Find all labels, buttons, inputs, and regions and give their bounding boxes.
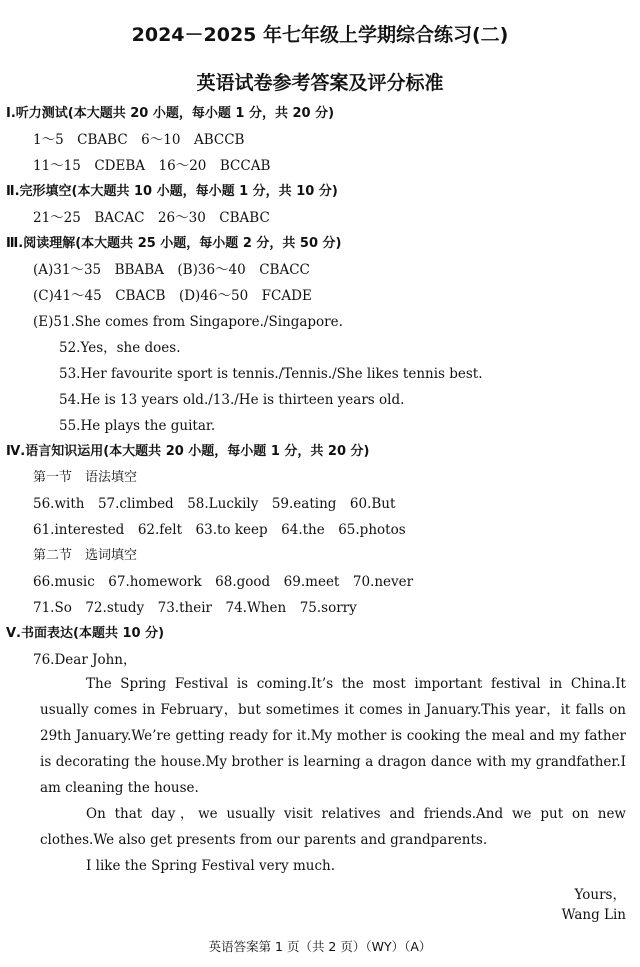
page-footer: 英语答案第 1 页（共 2 页）（WY）（A） [208, 939, 432, 954]
letter-signature: Wang Lin [561, 907, 626, 923]
letter-greeting: 76.Dear John， [33, 652, 137, 668]
letter-paragraph: The Spring Festival is coming.It’s the most important festival in China.It usually comes in February，but sometimes it comes in January.This year，it falls on 29th January.We’re getting ready for it.My mother is cooking the meal and my father is decorating the house.My brother is learning a dragon dance with my grandfather.I am cleaning the house. [40, 676, 626, 796]
section-4-heading: Ⅳ.语言知识运用(本大题共 20 小题，每小题 1 分，共 20 分) [6, 444, 370, 459]
answer-line: 66.music 67.homework 68.good 69.meet 70.never [33, 574, 414, 590]
section-4-part-2-label: 第二节 选词填空 [33, 548, 138, 563]
answer-line: 1～5 CBABC 6～10 ABCCB [33, 132, 245, 148]
section-1-heading: Ⅰ.听力测试(本大题共 20 小题，每小题 1 分，共 20 分) [6, 106, 335, 121]
section-2-heading: Ⅱ.完形填空(本大题共 10 小题，每小题 1 分，共 10 分) [6, 184, 338, 199]
answer-line: 55.He plays the guitar. [59, 418, 216, 434]
answer-line: 11～15 CDEBA 16～20 BCCAB [33, 158, 271, 174]
page-title: 2024－2025 年七年级上学期综合练习(二) [131, 24, 509, 46]
answer-line: 53.Her favourite sport is tennis./Tennis./She likes tennis best. [59, 366, 483, 382]
answer-line: (A)31～35 BBABA (B)36～40 CBACC [33, 262, 310, 278]
letter-closing: Yours， [574, 887, 626, 903]
section-4-part-1-label: 第一节 语法填空 [33, 470, 138, 485]
answer-line: (E)51.She comes from Singapore./Singapore. [33, 314, 343, 330]
page-subtitle: 英语试卷参考答案及评分标准 [196, 72, 444, 94]
answer-line: 21～25 BACAC 26～30 CBABC [33, 210, 270, 226]
section-3-heading: Ⅲ.阅读理解(本大题共 25 小题，每小题 2 分，共 50 分) [6, 236, 342, 251]
answer-line: (C)41～45 CBACB (D)46～50 FCADE [33, 288, 312, 304]
letter-paragraph: On that day，we usually visit relatives and friends.And we put on new clothes.We also get presents from our parents and grandparents. [40, 806, 626, 848]
answer-line: 52.Yes，she does. [59, 340, 181, 356]
letter-paragraph: I like the Spring Festival very much. [86, 858, 336, 874]
answer-line: 61.interested 62.felt 63.to keep 64.the 65.photos [33, 522, 406, 538]
answer-line: 71.So 72.study 73.their 74.When 75.sorry [33, 600, 357, 616]
answer-line: 54.He is 13 years old./13./He is thirteen years old. [59, 392, 405, 408]
answer-line: 56.with 57.climbed 58.Luckily 59.eating 60.But [33, 496, 396, 512]
section-5-heading: Ⅴ.书面表达(本题共 10 分) [6, 626, 165, 641]
